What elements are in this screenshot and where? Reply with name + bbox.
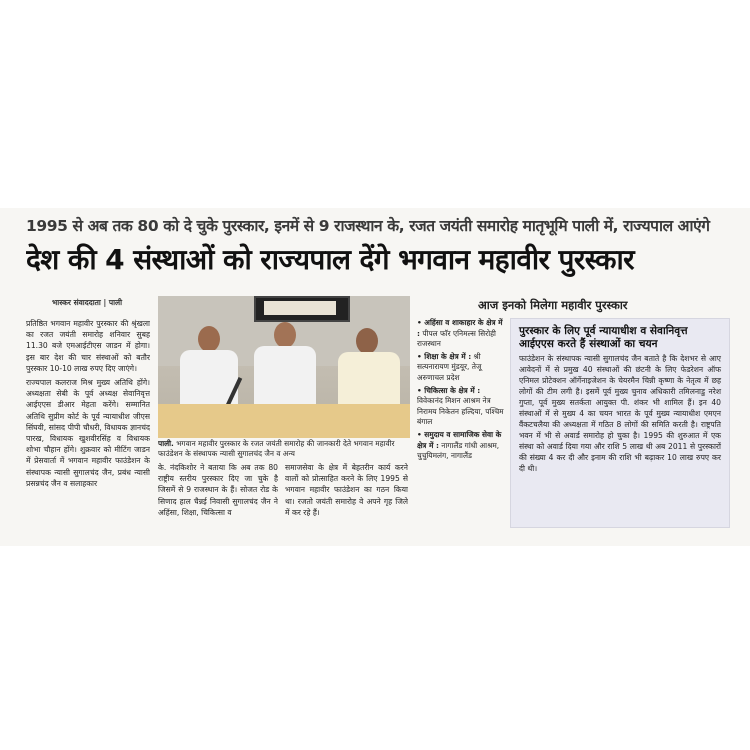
award-category: • चिकित्सा के क्षेत्र में :	[417, 385, 481, 395]
article-kicker: 1995 से अब तक 80 को दे चुके पुरस्कार, इनमें से 9 राजस्थान के, रजत जयंती समारोह मातृभूमि पाली में, राज्यपाल आएंगे	[26, 217, 710, 235]
caption-place: पाली.	[158, 439, 174, 448]
article-column-2: के. नंदकिशोर ने बताया कि अब तक 80 राष्ट्रीय स्तरीय पुरस्कार दिए जा चुके है जिसमें से 9 राजस्थान के हैं। सोजत रोड के सिणाद हाल चैन्नई निवासी सुगालचंद जैन ने अहिंसा, शिक्षा, चिकित्सा व	[158, 463, 278, 517]
award-recipient: विवेकानंद मिशन आश्रम नेत्र निरामय निकेतन हल्दिया, पश्चिम बंगाल	[417, 396, 504, 427]
award-category: • शिक्षा के क्षेत्र में :	[417, 351, 472, 361]
selection-sidebox	[510, 318, 730, 528]
article-column-3: समाजसेवा के क्षेत्र में बेहतरीन कार्य करने वालों को प्रोत्साहित करने के लिए 1995 से भगवान महावीर फाउंडेशन का गठन किया था। रजतो जयंती समारोह वे अपने गृह जिले में कर रहे हैं।	[285, 463, 408, 517]
award-recipient: श्री सत्यनारायण मुंडयूर, तेजू अरुणाचल प्रदेश	[417, 351, 482, 382]
table	[158, 404, 410, 438]
article-paragraph: प्रतिष्ठित भगवान महावीर पुरस्कार की श्रृंखला का रजत जयंती समारोह शनिवार सुबह 11.30 बजे एमआईटीएस जाडन में होगा। इस बार देश की चार संस्थाओं को बतौर पुरस्कार 10-10 लाख रुपए दिए जाएंगे।	[26, 319, 150, 373]
article-column-1	[26, 318, 150, 530]
award-category: • समुदाय व सामाजिक सेवा के क्षेत्र में :	[417, 429, 502, 450]
award-recipient: नागालैंड गांधी आश्रम, चुचुयिमलंग, नागालैंड	[417, 440, 500, 461]
award-item	[417, 430, 507, 462]
award-category: • अहिंसा व शाकाहार के क्षेत्र में :	[417, 318, 503, 338]
sidebox-heading: पुरस्कार के लिए पूर्व न्यायाधीश व सेवानिवृत्त आईएएस करते हैं संस्थाओं का चयन	[519, 325, 688, 350]
article-headline: देश की 4 संस्थाओं को राज्यपाल देंगे भगवान महावीर पुरस्कार	[26, 243, 634, 276]
caption-text: भगवान महावीर पुरस्कार के रजत जयंती समारोह की जानकारी देते भगवान महावीर फाउंडेशन के संस्थापक न्यासी सुगालचंद जैन व अन्य	[158, 439, 395, 458]
sidebox-text: फाउंडेशन के संस्थापक न्यासी सुगालचंद जैन बताते है कि देशभर से आए आवेदनों में से प्रमुख 40 संस्थाओं की छंटनी के लिए फेडरेशन ऑफ एनिमल प्रोटेक्शन ऑर्गेनाइजेशन के चेयरमैन चिन्नी कृष्णा के नेतृत्व में छह लोगों की टीम लगी है। इसमें पूर्व मुख्य चुनाव अधिकारी तमिलनाडु नरेश गुप्ता, पूर्व मुख्य सतर्कता आयुक्त पी. शंकर भी शामिल हैं। इन 40 संस्थाओं में से मुख्य 4 का चयन भारत के पूर्व मुख्य न्यायाधीश एमएन वैंकटचलैया की अध्यक्षता में गठित 8 लोगों की समिति करती है। राष्ट्रपति भवन में भी से अवार्ड समारोह हो चुका है। 1995 की शुरुआत में एक संस्था को अवार्ड दिया गया और राशि 5 लाख थी अब 2011 से पुरस्कारों की संख्या 4 कर दी और इनाम की राशि भी बढ़ाकर 10 लाख रुपए कर दी थी।	[519, 354, 721, 473]
awards-list	[417, 318, 507, 538]
article-paragraph: राज्यपाल कलराज मिश्र मुख्य अतिथि होंगे। अध्यक्षता सेबी के पूर्व अध्यक्ष सेवानिवृत्त आईएएस डीआर मेहता करेंगे। सम्मानित अतिथि सुप्रीम कोर्ट के पूर्व न्यायाधीश जीएस सिंघवी, सांसद पीपी चौधरी, विधायक ज्ञानचंद पारख, विधायक खुशवीरसिंह व विधायक शोभा चौहान होंगे। शुक्रवार को मीटिंग जाडन में प्रेसवार्ता में भगवान महावीर फाउंडेशन के संस्थापक न्यासी सुगालचंद जैन, प्रबंध न्यासी प्रसन्नचंद जैन व सलाहकार	[26, 378, 150, 488]
award-item	[417, 352, 507, 384]
award-recipient: पीपल फॉर एनिमल्स सिरोही राजस्थान	[417, 328, 496, 349]
article-byline: भास्कर संवाददाता | पाली	[52, 298, 123, 307]
award-item	[417, 318, 507, 350]
awards-heading: आज इनको मिलेगा महावीर पुरस्कार	[478, 298, 628, 312]
award-item	[417, 386, 507, 428]
tv-screen	[254, 296, 350, 322]
press-conference-photo	[158, 296, 410, 438]
photo-caption	[158, 439, 410, 459]
